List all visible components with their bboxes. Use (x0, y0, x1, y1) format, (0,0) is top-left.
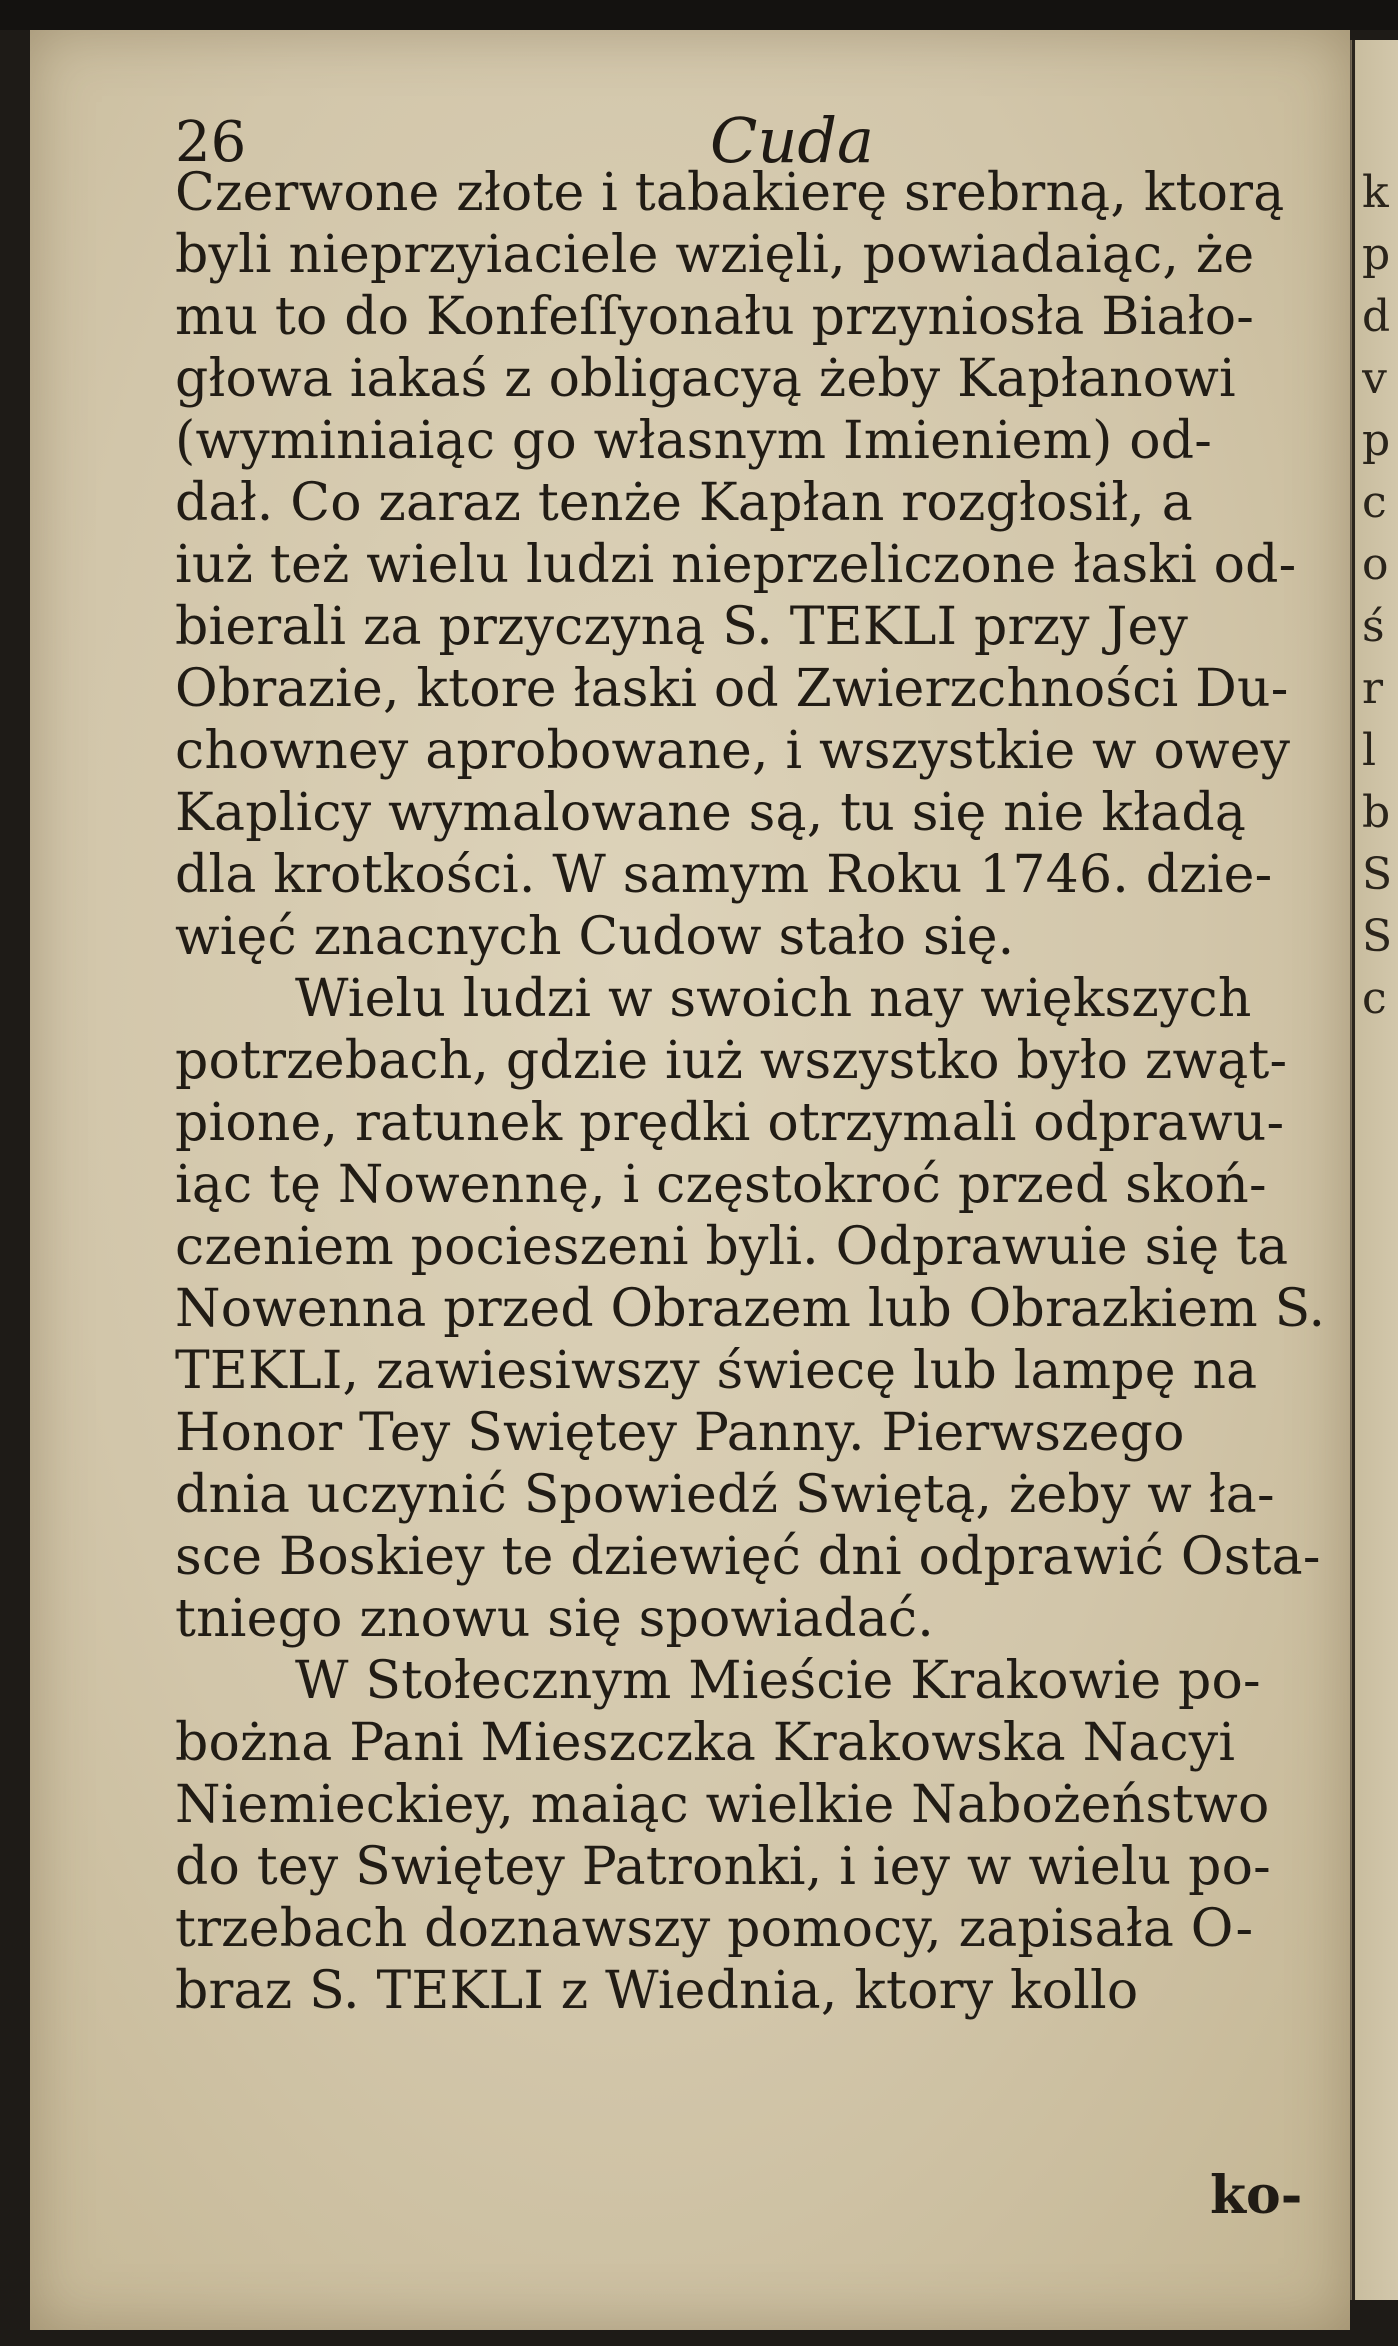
adjacent-page-text (1362, 162, 1398, 1242)
text-line: do tey Swiętey Patronki, i iey w wielu po- (175, 1837, 1271, 1897)
catchword: ko- (1210, 2165, 1303, 2226)
text-line: trzebach doznawszy pomocy, zapisała O- (175, 1899, 1254, 1959)
adjacent-page-letter: b (1362, 787, 1391, 838)
text-line: dał. Co zaraz tenże Kapłan rozgłosił, a (175, 473, 1193, 533)
text-line: Niemieckiey, maiąc wielkie Nabożeństwo (175, 1775, 1270, 1835)
adjacent-page-letter: l (1362, 725, 1377, 776)
text-line: więć znacnych Cudow stało się. (175, 907, 1015, 967)
adjacent-page-letter: d (1362, 291, 1391, 342)
text-line: dla krotkości. W samym Roku 1746. dzie- (175, 845, 1273, 905)
body-text (175, 162, 1350, 2162)
adjacent-page-letter: S (1362, 849, 1393, 900)
text-line: Nowenna przed Obrazem lub Obrazkiem S. (175, 1279, 1326, 1339)
adjacent-page-letter: r (1362, 663, 1384, 714)
adjacent-page-letter: v (1362, 353, 1387, 404)
text-line: braz S. TEKLI z Wiednia, ktory kollo (175, 1961, 1139, 2021)
text-line: mu to do Konfeſſyonału przyniosła Biało- (175, 287, 1255, 347)
text-line: Czerwone złote i tabakierę srebrną, ktorą (175, 163, 1285, 223)
text-line: potrzebach, gdzie iuż wszystko było zwąt- (175, 1031, 1288, 1091)
text-line: iuż też wielu ludzi nieprzeliczone łaski od- (175, 535, 1297, 595)
text-line: TEKLI, zawiesiwszy świecę lub lampę na (175, 1341, 1258, 1401)
adjacent-page-letter: S (1362, 911, 1393, 962)
adjacent-page-letter: c (1362, 477, 1387, 528)
adjacent-page-letter: p (1362, 229, 1391, 280)
text-line: tniego znowu się spowiadać. (175, 1589, 935, 1649)
text-line: dnia uczynić Spowiedź Swiętą, żeby w ła- (175, 1465, 1275, 1525)
text-line: głowa iakaś z obligacyą żeby Kapłanowi (175, 349, 1236, 409)
paragraph-start-line: W Stołecznym Mieście Krakowie po- (295, 1651, 1261, 1711)
text-line: pione, ratunek prędki otrzymali odprawu- (175, 1093, 1285, 1153)
page-gutter (1352, 40, 1355, 2300)
text-line: byli nieprzyiaciele wzięli, powiadaiąc, że (175, 225, 1255, 285)
adjacent-page-letter: p (1362, 415, 1391, 466)
text-line: iąc tę Nowennę, i częstokroć przed skoń- (175, 1155, 1267, 1215)
page-number: 26 (175, 110, 247, 175)
text-line: chowney aprobowane, i wszystkie w owey (175, 721, 1291, 781)
text-line: Kaplicy wymalowane są, tu się nie kładą (175, 783, 1247, 843)
text-line: Honor Tey Swiętey Panny. Pierwszego (175, 1403, 1185, 1463)
adjacent-page-letter: c (1362, 973, 1387, 1024)
running-title: Cuda (710, 104, 875, 177)
text-line: czeniem pocieszeni byli. Odprawuie się ta (175, 1217, 1289, 1277)
text-line: bierali za przyczyną S. TEKLI przy Jey (175, 597, 1189, 657)
scan-top-edge (0, 0, 1398, 30)
paragraph-start-line: Wielu ludzi w swoich nay większych (295, 969, 1252, 1029)
text-line: bożna Pani Mieszczka Krakowska Nacyi (175, 1713, 1236, 1773)
text-line: Obrazie, ktore łaski od Zwierzchności Du- (175, 659, 1289, 719)
adjacent-page-letter: o (1362, 539, 1389, 590)
adjacent-page-letter: k (1362, 167, 1389, 218)
text-line: sce Boskiey te dziewięć dni odprawić Osta- (175, 1527, 1321, 1587)
adjacent-page-letter: ś (1362, 601, 1385, 652)
text-line: (wyminiaiąc go własnym Imieniem) od- (175, 411, 1213, 471)
